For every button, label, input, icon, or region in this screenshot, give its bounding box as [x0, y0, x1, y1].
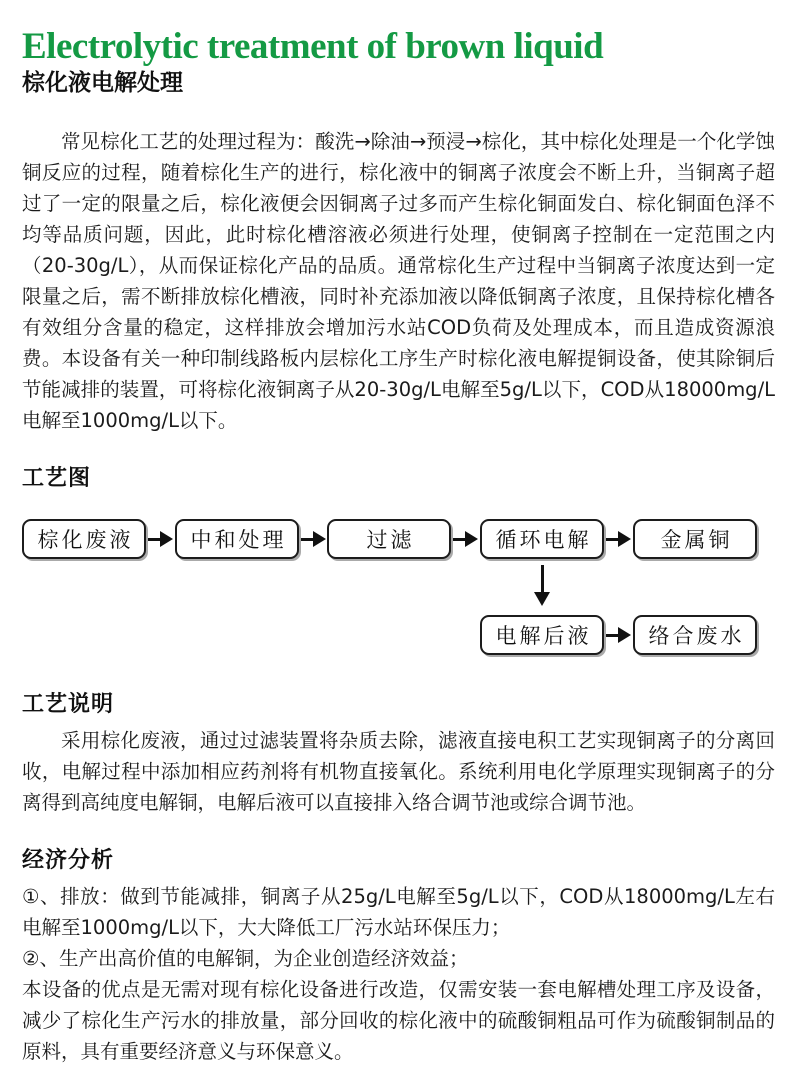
page-title-english: Electrolytic treatment of brown liquid — [22, 26, 604, 67]
flow-box-label: 中和处理 — [190, 528, 287, 553]
flow-box-neutralization — [175, 519, 299, 559]
arrow-right-icon — [148, 531, 173, 547]
flow-box-label: 循环电解 — [495, 528, 592, 553]
flow-box-post-electrolysis-liquid — [480, 615, 604, 655]
economic-analysis-block — [22, 881, 775, 1067]
arrow-right-icon — [301, 531, 326, 547]
flow-box-label: 金属铜 — [660, 528, 733, 553]
section-heading-process-description: 工艺说明 — [22, 692, 115, 718]
economic-item-2: ②、生产出高价值的电解铜，为企业创造经济效益； — [22, 947, 469, 971]
arrow-right-icon — [606, 627, 631, 643]
flow-box-cyclic-electrolysis — [480, 519, 604, 559]
flow-box-label: 过滤 — [366, 528, 415, 553]
arrow-right-icon — [606, 531, 631, 547]
economic-summary: 本设备的优点是无需对现有棕化设备进行改造，仅需安装一套电解槽处理工序及设备，减少了棕化生产污水的排放量，部分回收的棕化液中的硫酸铜粗品可作为硫酸铜制品的原料，具有重要经济意义与环保意义。 — [22, 978, 775, 1064]
intro-paragraph: 常见棕化工艺的处理过程为：酸洗→除油→预浸→棕化，其中棕化处理是一个化学蚀铜反应的过程，随着棕化生产的进行，棕化液中的铜离子浓度会不断上升，当铜离子超过了一定的限量之后，棕化液便会因铜离子过多而产生棕化铜面发白、棕化铜面色泽不均等品质问题，因此，此时棕化槽溶液必须进行处理，使铜离子控制在一定范围之内（20-30g/L），从而保证棕化产品的品质。通常棕化生产过程中当铜离子浓度达到一定限量之后，需不断排放棕化槽液，同时补充添加液以降低铜离子浓度，且保持棕化槽各有效组分含量的稳定，这样排放会增加污水站COD负荷及处理成本，而且造成资源浪费。本设备有关一种印制线路板内层棕化工序生产时棕化液电解提铜设备，使其除铜后节能减排的装置，可将棕化液铜离子从20-30g/L电解至5g/L以下，COD从18000mg/L电解至1000mg/L以下。 — [22, 130, 775, 433]
flow-box-brown-waste-liquid — [22, 519, 146, 559]
flow-box-label: 电解后液 — [495, 624, 592, 649]
flow-box-complex-wastewater — [633, 615, 757, 655]
process-flowchart — [22, 519, 775, 659]
flow-box-label: 络合废水 — [648, 624, 745, 649]
section-heading-economic-analysis: 经济分析 — [22, 848, 115, 874]
flow-box-label: 棕化废液 — [37, 528, 134, 553]
arrow-right-icon — [453, 531, 478, 547]
process-description-paragraph: 采用棕化废液，通过过滤装置将杂质去除，滤液直接电积工艺实现铜离子的分离回收，电解过程中添加相应药剂将有机物直接氧化。系统利用电化学原理实现铜离子的分离得到高纯度电解铜，电解后液可以直接排入络合调节池或综合调节池。 — [22, 729, 775, 815]
section-heading-process-diagram: 工艺图 — [22, 466, 92, 492]
arrow-down-icon — [534, 565, 550, 607]
page-title-chinese: 棕化液电解处理 — [22, 69, 183, 96]
flow-box-metallic-copper — [633, 519, 757, 559]
economic-item-1: ①、排放：做到节能减排，铜离子从25g/L电解至5g/L以下，COD从18000mg/L左右电解至1000mg/L以下，大大降低工厂污水站环保压力； — [22, 885, 775, 940]
flow-box-filtration — [327, 519, 451, 559]
